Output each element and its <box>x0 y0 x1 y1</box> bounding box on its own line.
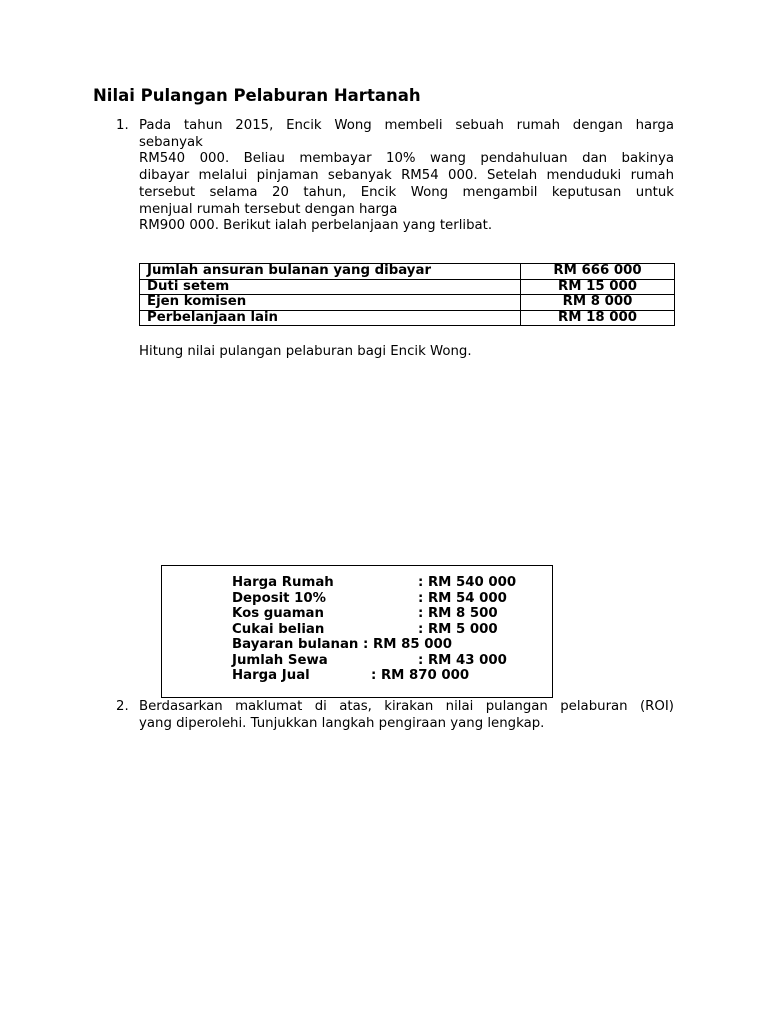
info-row <box>232 575 516 591</box>
expense-item: Duti setem <box>140 279 521 295</box>
question-2-line: Berdasarkan maklumat di atas, kirakan nilai pulangan pelaburan (ROI) <box>139 699 674 714</box>
info-value: : RM 43 000 <box>418 652 507 668</box>
info-row <box>232 606 498 622</box>
table-row <box>140 279 675 295</box>
question-1-text <box>139 118 674 235</box>
question-1-line: tersebut selama 20 tahun, Encik Wong mengambil keputusan untuk <box>139 184 674 200</box>
question-2-text <box>139 699 674 732</box>
info-value: : RM 870 000 <box>371 668 470 683</box>
expense-item: Jumlah ansuran bulanan yang dibayar <box>140 264 521 280</box>
expense-amount: RM 18 000 <box>521 310 675 326</box>
info-row <box>232 622 498 638</box>
question-1-task: Hitung nilai pulangan pelaburan bagi Encik Wong. <box>139 344 472 359</box>
info-row <box>232 668 469 684</box>
info-label: Cukai belian <box>232 621 325 637</box>
question-1-line: RM540 000. Beliau membayar 10% wang pendahuluan dan bakinya <box>139 151 674 167</box>
expense-amount: RM 8 000 <box>521 295 675 311</box>
question-1-line: menjual rumah tersebut dengan harga <box>139 201 398 217</box>
info-value: : RM 5 000 <box>418 621 498 637</box>
info-label: Kos guaman <box>232 606 325 621</box>
question-1-line: RM900 000. Berikut ialah perbelanjaan yang terlibat. <box>139 218 493 234</box>
info-row <box>232 653 507 669</box>
info-label: Jumlah Sewa <box>232 652 328 668</box>
expenses-table <box>139 263 675 326</box>
info-value: : RM 540 000 <box>418 575 517 590</box>
info-row <box>232 591 507 607</box>
info-value: : RM 8 500 <box>418 606 498 621</box>
expense-amount: RM 666 000 <box>521 264 675 280</box>
page-title: Nilai Pulangan Pelaburan Hartanah <box>93 86 421 105</box>
question-1-line: sebanyak <box>139 134 203 150</box>
question-1-line: Pada tahun 2015, Encik Wong membeli sebuah rumah dengan harga <box>139 118 674 133</box>
info-label: Harga Jual <box>232 668 310 683</box>
question-1-number: 1. <box>116 118 129 133</box>
table-row <box>140 264 675 280</box>
info-row <box>232 637 452 653</box>
table-row <box>140 295 675 311</box>
expense-item: Perbelanjaan lain <box>140 310 521 326</box>
info-value: : RM 85 000 <box>358 637 452 652</box>
info-label: Harga Rumah <box>232 575 334 590</box>
info-label: Bayaran bulanan <box>232 637 359 652</box>
question-1-line: dibayar melalui pinjaman sebanyak RM54 000. Setelah menduduki rumah <box>139 168 674 184</box>
info-box <box>161 565 553 698</box>
question-2-number: 2. <box>116 699 129 714</box>
info-label: Deposit 10% <box>232 590 326 606</box>
table-row <box>140 310 675 326</box>
info-value: : RM 54 000 <box>418 590 507 606</box>
expense-amount: RM 15 000 <box>521 279 675 295</box>
expense-item: Ejen komisen <box>140 295 521 311</box>
question-2-line: yang diperolehi. Tunjukkan langkah pengiraan yang lengkap. <box>139 715 545 731</box>
